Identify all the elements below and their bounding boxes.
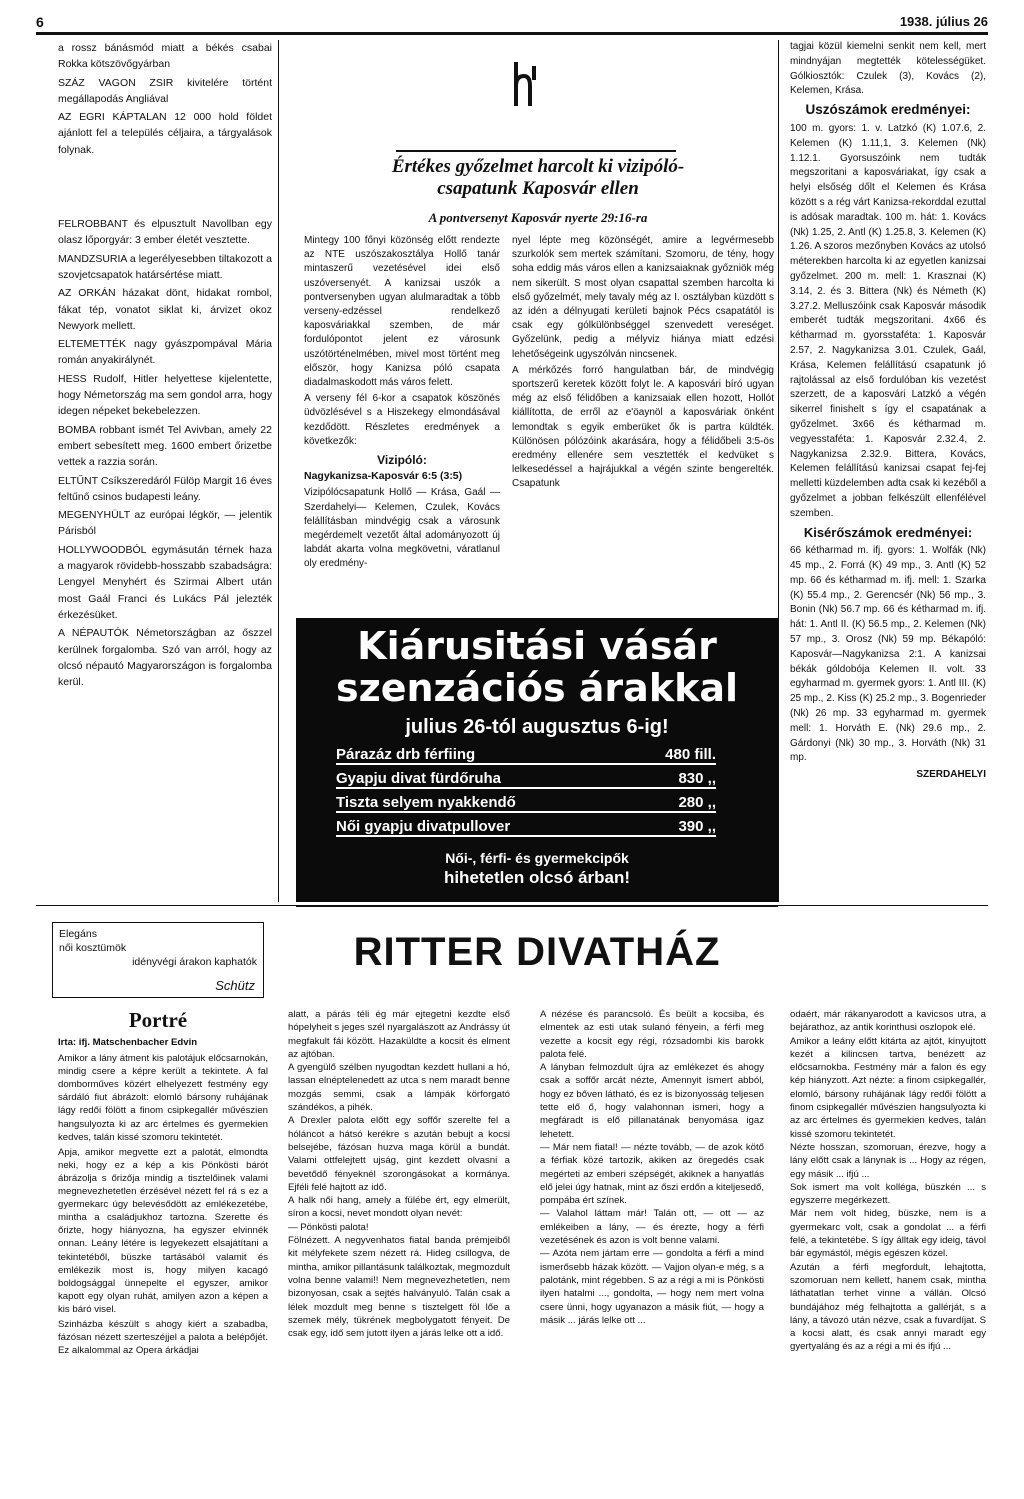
news-item: BOMBA robbant ismét Tel Avivban, amely 22 embert sebesített meg. 1600 embert őrizetbe vettek a razzia során. (58, 423, 272, 469)
news-item: A NÉPAUTÓK Németországban az őszzel kerülnek forgalomba. Szó van arról, hogy az olcsó népautó Magyarországon is forgalomba kerül. (58, 627, 272, 689)
ad-sub: Női-, férfi- és gyermekcipők (445, 850, 629, 866)
news-column (58, 40, 272, 692)
news-item: FELROBBANT és elpusztult Navollban egy olasz lőporgyár: 3 ember életét vesztette. (58, 218, 272, 247)
product-price: 280 ,, (678, 794, 716, 811)
ad-product (336, 770, 716, 789)
news-item: HESS Rudolf, Hitler helyettese kijelentette, hogy Németország ma sem gondol arra, hogy idegen népeket bekebelezzen. (58, 372, 272, 418)
news-item: a rossz bánásmód miatt a békés csabai Rokka kötszövőgyárban (58, 42, 272, 71)
column-divider (778, 40, 779, 902)
sport-logo (510, 58, 536, 110)
ad-title: Kiárusitási vásár (357, 624, 717, 668)
paragraph: 100 m. gyors: 1. v. Latzkó (K) 1.07.6, 2. Kelemen (K) 1.11,1, 3. Kelemen (Nk) 1.12.1. Gyorsuszóink nem tudták megszoritani a kaposváriakat, így csak a helyi elsőség dőlt el Kelemen és Krása között s a rég várt Kanizsa-rekorddal ezuttal is adósak maradtak. 100 m. hát: 1. Kovács (Nk) 1.25, 2. Antl (K) 1.25.8, 3. Kelemen (K) 1.26. A szoros mezőnyben Kovács az utolsó méterekben harcolta ki az egyetlen kanizsai győzelmet. 200 m. mell: 1. Krasznai (K) 3.14, 2. és 3. Bittera (Nk) és Németh (K) 3.27.2. Melluszóink csak Kaposvár második emberét tudták megszoritani. 4x66 és kétharmad m. gyorsstaféta: 1. Kaposvár 2.57, 2. Nagykanizsa 3.01. Czulek, Gaál, Krása, Kelemen felállítású csapatunk jó rajtolással az első fordulóban kis vezetést szerzett, de a kaposvári Latzkó a végén sikerrel finishelt s így el csapatának a győzelmet. 3x66 és kétharmad m. vegyesstaféta: 1. Kaposvár 2.32.4, 2. Nagykanizsa 2.32.9. Bittera, Kovács, Kelemen felállítású kanizsai csapat fej-fej melletti küzdelemben adta csak ki kezéből a győzelmet a jobban felkészült ellenfélével szemben. (790, 122, 986, 519)
paragraph: Szinházba készült s ahogy kiért a szabadba, fázósan nézett szerteszéjjel a palota a belépőjét. Ez alkalommal az Opera árkádjai (58, 1318, 268, 1357)
product-price: 830 ,, (678, 770, 716, 787)
ad-product (336, 818, 716, 837)
byline: Irta: ifj. Matschenbacher Edvin (58, 1037, 198, 1048)
ad-product (336, 746, 716, 765)
page-header (36, 14, 988, 35)
column-divider (278, 40, 279, 902)
news-item: HOLLYWOODBÓL egymásután térnek haza a magyarok rövidebb-hosszabb szabadságra: Lengyel Menyhért és Szirmai Albert után most Gaál Franci és Lukács Pál jelezték érkezésüket. (58, 543, 272, 621)
paragraph: Apja, amikor megvette ezt a palotát, elmondta neki, hogy ez a kép a kis Pönkösti bárót ábrázolja s őrizőja mindig a tisztelőinek valami megnevezhetetlen érzésével nézett fel rá s ez a gyermekarc úgy belevésődött az emlékezetébe, mintha a családjukhoz tartozna. Szerette és őrizte, hogy hiányozna, ha egyszer elvinnék onnan. Leány létére is legyekezett elsajátítani a tekintetéből, büszke tartásából valamit és emlékezik most is, hogy milyen kacagó boldogsággal ünnepelte el egyszer, amikor kapott egy olyan ruhát, amilyen azon a képen a kis báró visel. (58, 1146, 268, 1315)
product-name: Gyapju divat fürdőruha (336, 770, 502, 787)
story-column: A nézése és parancsoló. És beült a kocsiba, és elmentek az esti utak sulanó fényein, a férfi meg vezette a kocsit egy régi, rózsadombi kis barokk palota felé. A lányban felmozdult újra az emlékezet és ahogy csak a soffőr arcát nézte, Amennyit ismert abból, hogy ez bőven látható, és ez is bizonyosság teljesen tette elő ő, hogy valahonnan ismeri, hogy a megfáradt is elő pillanatának benyomása igaz lehetett. — Már nem fiatal! — nézte tovább, — de azok kötő a férfiak közé tartozik, akiken az öregedés csak megérteti az emberi szépségét, akiknek a hanyatlás elő jelei úgy hatnak, mint az őszi erdőn a kiteljesedő, pompába ért színek. — Valahol láttam már! Talán ott, — ott — az emlékeiben a lány, — és érezte, hogy a férfi vezetésének és azon is volt benne valami. — Azóta nem jártam erre — gondolta a férfi a mind ismerősebb házak között. — Vajjon olyan-e még, s a palotánk, mint régebben. S az a régi a mi is Pönkösti ilyen hatalmi ..., gondolta, — hogy nem mert volna csere ünni, hogy ugyanazon a másik fiút, — hogy a másik ... járás lelke ott ... (540, 1009, 764, 1326)
product-name: Női gyapju divatpullover (336, 818, 511, 835)
sport-column-a (304, 234, 500, 574)
product-name: Párazáz drb férfiing (336, 746, 476, 763)
paragraph: Vizipólócsapatunk Hollő — Krása, Gaál — Szerdahelyi— Kelemen, Czulek, Kovács felállításban mindvégig csak a városunk megérdemelt vezetőt által adományozott új labdát akarta volna megkövetni, váratlanul oly eredmény- (304, 487, 500, 570)
sport-column-b (512, 234, 774, 494)
ad-brand: RITTER DIVATHÁZ (353, 930, 721, 974)
author: SZERDAHELYI (916, 769, 986, 781)
news-item: SZÁZ VAGON ZSIR kivitelére történt megállapodás Angliával (58, 76, 272, 105)
result-line: Nagykanizsa-Kaposvár 6:5 (3:5) (304, 470, 463, 483)
ad-dates: julius 26-tól augusztus 6-ig! (405, 716, 669, 738)
product-price: 480 fill. (665, 746, 716, 763)
portre-title: Portré (128, 1008, 188, 1032)
headline-line: Értékes győzelmet harcolt ki vizipóló- (391, 156, 685, 177)
paragraph: 66 kétharmad m. ifj. gyors: 1. Wolfák (Nk) 45 mp., 2. Forrá (K) 49 mp., 3. Antl (K) 52 mp. 66 és kétharmad m. ifj. mell: 1. Szarka (K) 55.4 mp., 2. Gerencsér (Nk) 56 mp., 3. Bonin (Nk) 56.7 mp. 66 és kétharmad m. ifj. hát: 1. Antl II. (K) 56.5 mp., 2. Kelemen (Nk) 57 mp., 3. Orosz (Nk) 59 mp. Békapóló: Kaposvár—Nagykanizsa 2:1. A kanizsai békák góldobója Kelemen II. volt. 33 egyharmad m. gyermek gyors: 1. Antl III. (K) 25 mp., 2. Kiss (K) 25.2 mp., 3. Bogenrieder (Nk) 26 mp. 33 egyharmad m. gyermek mell: 1. Horváth E. (Nk) 29.6 mp., 2. Gárdonyi (Nk) 30 mp., 3. Horváth (Nk) 31 mp. (790, 545, 986, 764)
paragraph: A verseny fél 6-kor a csapatok köszönés üdvözlésével s a Hiszekegy elmondásával kezdődött. Részletes eredmények a következők: (304, 393, 500, 447)
portre-column (58, 1036, 268, 1359)
paragraph: Mintegy 100 főnyi közönség előtt rendezte az NTE uszószakosztálya Hollő tanár mintaszerű vezetésével idei első uszóversenyét. A kanizsai uszók a pontversenyben ugyan alulmaradtak a több verseny-edzéssel rendelkező kaposváriakkal szemben, de már fordulópontot jelent ez városunk uszótörténelmében, mivel most történt meg először, hogy Kanizsa póló csapata diadalmaskodott más város felett. (304, 235, 500, 389)
ad-line: női kosztümök (59, 942, 127, 954)
news-item: ELTEMETTÉK nagy gyászpompával Mária román anyakirálynét. (58, 338, 272, 367)
news-item: AZ ORKÁN házakat dönt, hidakat rombol, fákat tép, vonatot siklat ki, árvizet okoz Newyork mellett. (58, 287, 272, 332)
sport-subhead: A pontversenyt Kaposvár nyerte 29:16-ra (428, 210, 648, 225)
headline-line: csapatunk Kaposvár ellen (437, 178, 639, 199)
ritter-ad (296, 618, 778, 902)
paragraph: A mérkőzés forró hangulatban bár, de mindvégig sportszerű keretek között folyt le. A kaposvári bíró ugyan még az első félidőben a kanizsaiak ellen hozott, Hollót kiállította, de erről az e'öaynöl a kaposváriak önként lemondtak s egyik emberüket ők is partra küldték. Különösen pólózóink akarására, hogy a félidőbeli 3:5-ös eredmény ellenére sem vesztették el kedvüket s lelkesedéssel a hajrájukkal a végén szinte bengerelték. Csapatunk (512, 364, 774, 490)
page-date: 1938. július 26 (899, 14, 988, 29)
story-column: odaért, már rákanyarodott a kavicsos utra, a bejárathoz, az antik korinthusi oszlopok elé. Amikor a leány előtt kitárta az ajtót, kinyujtott kezét a kilincsen tartva, benézett az előcsarnokba. Festmény már a falon és egy kép hiányzott. Azt nézte: a finom csipkegallér, elomló, bársony ruhájának lágy redői fölött a finom csipkegallér művészien hangsulyozta ki az arc értelmes és gyermekien kedves, talán kissé szomoru tekintetét. Nézte hosszan, szomoruan, érezve, hogy a lány előtt csak a lánynak is ... Hogy az régen, egy másik ... ifjú ... Sok ismert ma volt kolléga, büszkén ... s egyszerre megérkezett. Már nem volt hideg, büszke, nem is a gyermekarc volt, csak a gondolat ... a férfi felé, a tekintetébe. S így álltak egy ideig, távol bár egymástól, mégis egészen közel. Azután a férfi megfordult, lehajtotta, szomoruan nem kellett, hanem csak, mintha láthatatlan terhet vinne a vállán. Olcsó bundájához még felhajtotta a gallérját, s a lány, a távozó után nézve, csak a fuvardíjat. S a kocsi alatt, és csak annyi maradt egy gyertyaláng és az a régi a mi és ifjú ... (790, 1009, 986, 1353)
schutz-ad (52, 922, 264, 998)
news-item: ELTŰNT Csíkszeredáról Fülöp Margit 16 éves feltűnő csinos budapesti leány. (58, 474, 272, 503)
ad-title: szenzációs árakkal (335, 666, 739, 710)
news-item: MEGENYHÜLT az európai légkör, — jelentik Párisból (58, 509, 272, 538)
sport-headline (300, 156, 776, 200)
paragraph: nyel lépte meg közönségét, amire a legvérmesebb szurkolók sem mertek számítani. Szomoru, de tény, hogy soha eddig más város ellen a kanizsaiaknak győzniök még nem sikerült. S most olyan csapattal szemben harcolta ki első győzelmét, mely tavaly még az I. osztályban küzdött s az idén a délnyugati kerületi bajnok Pécs csapatától is csak egy gólkülönbséggel szenvedett vereséget. Győzelünk, pedig a mélyviz hiánya miatt edzési lehetőségeink ugyszólván nincsenek. (512, 235, 774, 360)
ad-signature: Schütz (215, 978, 255, 993)
sport-column-c (790, 40, 986, 783)
result-title: Vizipóló: (377, 453, 427, 468)
product-name: Tiszta selyem nyakkendő (336, 794, 516, 811)
section-title: Kisérőszámok eredményei: (803, 524, 973, 540)
ad-product (336, 794, 716, 813)
ad-line: Elegáns (59, 928, 97, 940)
ad-rule (296, 906, 778, 907)
product-price: 390 ,, (678, 818, 716, 835)
paragraph: Amikor a lány átment kis palotájuk előcsarnokán, mindig csere a képre került a tekintete. A fal domborműves közért elhelyezett festmény egy sárdáló fiut ábrázolt: elomló bársony ruhájának lágy redői fölött a finom csipkegallér művészien hangsulyozta ki az arc értelmes és gyermekien kedves, talán kissé szomoru tekintetét. (58, 1053, 268, 1143)
paragraph: tagjai közül kiemelni senkit nem kell, mert mindnyájan megtették kötelességüket. Gólkiosztók: Czulek (3), Kovács (2), Kelemen, Krása. (790, 41, 986, 97)
news-item: AZ EGRI KÁPTALAN 12 000 hold földet ajánlott fel a település céljaira, a tárgyalások folynak. (58, 111, 272, 156)
ad-sub: hihetetlen olcsó árban! (443, 868, 631, 887)
section-title: Uszószámok eredményei: (805, 102, 971, 118)
page-number: 6 (36, 14, 44, 30)
headline-rule (396, 150, 676, 152)
story-column: alatt, a párás téli ég már ejtegetni kezdte első hópelyheit s jeges szél nyargalászott az Andrássy út megfakult fái között. Hazaküldte a kocsit és elment az ajtóban. A gyengülő szélben nyugodtan kezdett hullani a hó, lassan elnéptelenedett az utca s nem maradt benne mozgás semmi, csak a lámpák körforgató szándékos, a pihék. A Drexler palota előtt egy soffőr szerelte fel a hóláncot a hátsó kerékre s azután bebujt a kocsi belsejébe, fázósan huzva maga körül a bundát. Valami ottfelejtett ujság, gint kezdett olvasni a bevetődő fényeknél szorongásokat a kormánya. Ejféli felé hajtott az idő. A halk női hang, amely a fülébe ért, egy elmerült, síron a kocsi, nevet mondott olyan nevét: — Pönkösti palota! Fölnézett. A negyvenhatos fiatal banda prémjeiből kit mélyfekete szem nézett rá. Hideg csillogva, de mintha, amikor pillantásunk találkoztak, megmozdult volna benne valami!! Nem megnevezhetetlen, nem bizonyosan, csak a sejtés halványuló. Talán csak a lélek mozdult meg benne s tisztelgett föl lőe a szemek mély, tükrének megbolygatott fényeit. De csak egy, idő sem jutott ilyen a járás lelke ott a idő. (288, 1009, 510, 1340)
ad-line: idényvégi árakon kaphatók (132, 956, 257, 968)
news-item: MANDZSURIA a legerélyesebben tiltakozott a szovjetcsapatok határsértése miatt. (58, 252, 272, 281)
